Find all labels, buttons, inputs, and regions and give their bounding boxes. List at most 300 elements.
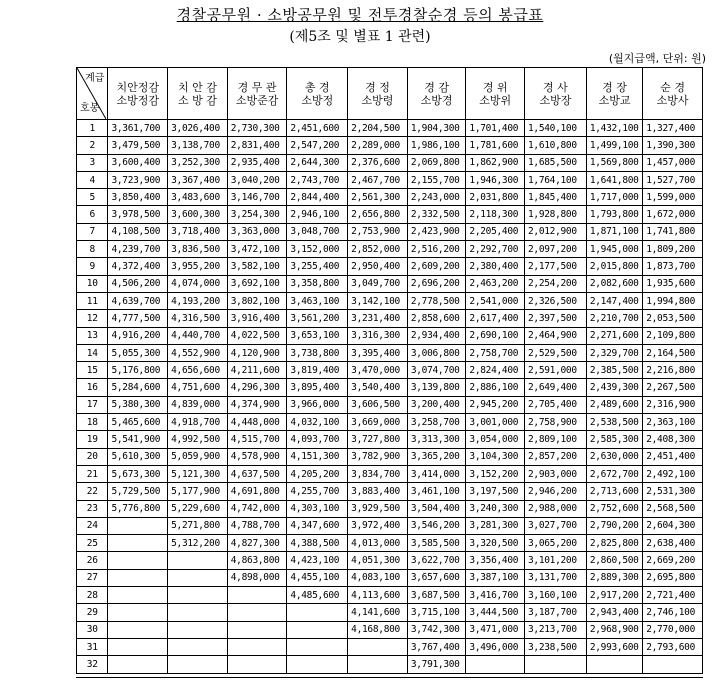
salary-cell: 4,423,100 xyxy=(287,552,348,569)
table-row xyxy=(77,154,703,171)
salary-cell: 2,408,300 xyxy=(643,431,703,448)
salary-cell: 4,839,000 xyxy=(168,396,228,413)
salary-cell: 5,229,600 xyxy=(168,500,228,517)
grade-label: 계급 xyxy=(85,73,105,84)
salary-cell xyxy=(287,638,348,655)
salary-cell: 3,622,700 xyxy=(407,552,466,569)
salary-cell: 2,617,400 xyxy=(466,310,525,327)
salary-cell: 2,561,300 xyxy=(348,189,408,206)
step-number: 6 xyxy=(77,206,108,223)
salary-cell: 5,729,500 xyxy=(108,483,168,500)
fire-rank: 소방사 xyxy=(656,93,689,107)
salary-cell: 2,778,500 xyxy=(407,292,466,309)
salary-cell: 4,455,100 xyxy=(287,569,348,586)
rank-header-10 xyxy=(643,68,703,120)
salary-cell: 3,895,400 xyxy=(287,379,348,396)
salary-cell: 2,746,100 xyxy=(643,604,703,621)
salary-cell xyxy=(168,621,228,638)
salary-cell: 3,414,000 xyxy=(407,465,466,482)
step-number: 17 xyxy=(77,396,108,413)
salary-cell: 3,138,700 xyxy=(168,137,228,154)
salary-cell xyxy=(287,621,348,638)
salary-cell: 1,904,300 xyxy=(407,120,466,137)
salary-cell: 4,788,700 xyxy=(227,517,287,534)
salary-cell: 3,802,100 xyxy=(227,292,287,309)
salary-cell xyxy=(227,604,287,621)
salary-cell: 2,177,500 xyxy=(524,258,586,275)
salary-cell: 1,701,400 xyxy=(466,120,525,137)
salary-cell: 3,365,200 xyxy=(407,448,466,465)
salary-cell: 2,943,400 xyxy=(586,604,642,621)
table-bottom-border xyxy=(76,677,703,678)
salary-cell xyxy=(168,638,228,655)
step-label: 호봉 xyxy=(80,103,100,114)
step-number: 21 xyxy=(77,465,108,482)
table-row xyxy=(77,638,703,655)
salary-cell: 3,546,200 xyxy=(407,517,466,534)
salary-cell: 3,040,200 xyxy=(227,171,287,188)
table-row xyxy=(77,241,703,258)
salary-cell: 2,690,100 xyxy=(466,327,525,344)
salary-cell: 2,672,700 xyxy=(586,465,642,482)
salary-cell: 2,809,100 xyxy=(524,431,586,448)
salary-cell: 1,994,800 xyxy=(643,292,703,309)
salary-cell: 2,730,300 xyxy=(227,120,287,137)
unit-note: (월지급액, 단위: 원) xyxy=(608,52,706,65)
salary-cell: 3,152,000 xyxy=(287,241,348,258)
salary-cell: 1,873,700 xyxy=(643,258,703,275)
salary-cell: 3,669,000 xyxy=(348,414,408,431)
fire-rank: 소방정 xyxy=(301,93,334,107)
step-number: 12 xyxy=(77,310,108,327)
table-row xyxy=(77,275,703,292)
salary-cell: 4,205,200 xyxy=(287,465,348,482)
step-number: 28 xyxy=(77,587,108,604)
salary-cell: 1,809,200 xyxy=(643,241,703,258)
salary-cell: 3,540,400 xyxy=(348,379,408,396)
salary-cell: 3,929,500 xyxy=(348,500,408,517)
salary-cell: 2,585,300 xyxy=(586,431,642,448)
step-number: 14 xyxy=(77,344,108,361)
salary-cell: 2,541,000 xyxy=(466,292,525,309)
step-number: 2 xyxy=(77,137,108,154)
salary-cell: 2,463,200 xyxy=(466,275,525,292)
salary-cell xyxy=(168,587,228,604)
grade-step-corner-cell xyxy=(77,68,108,120)
salary-cell: 3,200,400 xyxy=(407,396,466,413)
salary-cell: 2,267,500 xyxy=(643,379,703,396)
salary-cell: 3,653,100 xyxy=(287,327,348,344)
salary-cell: 2,758,900 xyxy=(524,414,586,431)
salary-cell: 3,715,100 xyxy=(407,604,466,621)
salary-cell: 3,049,700 xyxy=(348,275,408,292)
salary-cell: 2,109,800 xyxy=(643,327,703,344)
table-row xyxy=(77,587,703,604)
salary-cell: 2,332,500 xyxy=(407,206,466,223)
step-number: 30 xyxy=(77,621,108,638)
salary-cell: 4,374,900 xyxy=(227,396,287,413)
police-rank: 총 경 xyxy=(304,80,330,94)
salary-cell: 3,231,400 xyxy=(348,310,408,327)
police-rank: 치안정감 xyxy=(116,80,160,94)
step-number: 13 xyxy=(77,327,108,344)
table-row xyxy=(77,137,703,154)
salary-cell: 4,827,300 xyxy=(227,535,287,552)
salary-cell: 3,834,700 xyxy=(348,465,408,482)
table-row xyxy=(77,517,703,534)
rank-header-9 xyxy=(586,68,642,120)
salary-cell: 1,599,000 xyxy=(643,189,703,206)
salary-cell: 3,585,500 xyxy=(407,535,466,552)
salary-cell xyxy=(348,638,408,655)
salary-cell: 4,239,700 xyxy=(108,241,168,258)
police-rank: 순 경 xyxy=(660,80,685,94)
salary-cell: 2,316,900 xyxy=(643,396,703,413)
salary-cell xyxy=(168,604,228,621)
salary-cell: 4,916,200 xyxy=(108,327,168,344)
salary-cell: 1,685,500 xyxy=(524,154,586,171)
rank-header-6 xyxy=(407,68,466,120)
salary-cell: 3,187,700 xyxy=(524,604,586,621)
salary-cell: 5,284,600 xyxy=(108,379,168,396)
step-number: 1 xyxy=(77,120,108,137)
step-number: 11 xyxy=(77,292,108,309)
salary-cell: 4,440,700 xyxy=(168,327,228,344)
salary-cell: 2,752,600 xyxy=(586,500,642,517)
salary-cell: 4,051,300 xyxy=(348,552,408,569)
rank-header-5 xyxy=(348,68,408,120)
salary-cell xyxy=(227,638,287,655)
table-row xyxy=(77,552,703,569)
salary-cell: 3,687,500 xyxy=(407,587,466,604)
salary-cell: 1,862,900 xyxy=(466,154,525,171)
salary-cell: 4,303,100 xyxy=(287,500,348,517)
salary-cell: 2,205,400 xyxy=(466,223,525,240)
salary-cell: 4,372,400 xyxy=(108,258,168,275)
salary-cell: 3,255,400 xyxy=(287,258,348,275)
step-number: 3 xyxy=(77,154,108,171)
step-number: 23 xyxy=(77,500,108,517)
salary-cell xyxy=(108,604,168,621)
salary-cell: 3,252,300 xyxy=(168,154,228,171)
table-row xyxy=(77,292,703,309)
salary-cell: 2,289,000 xyxy=(348,137,408,154)
salary-cell: 3,101,200 xyxy=(524,552,586,569)
step-number: 15 xyxy=(77,362,108,379)
salary-cell: 3,463,100 xyxy=(287,292,348,309)
salary-cell: 2,946,200 xyxy=(524,483,586,500)
salary-cell: 2,705,400 xyxy=(524,396,586,413)
salary-cell: 3,600,300 xyxy=(168,206,228,223)
salary-cell: 4,918,700 xyxy=(168,414,228,431)
salary-cell: 3,479,500 xyxy=(108,137,168,154)
salary-cell: 3,561,200 xyxy=(287,310,348,327)
salary-cell xyxy=(287,604,348,621)
salary-cell: 5,177,900 xyxy=(168,483,228,500)
salary-cell: 2,467,700 xyxy=(348,171,408,188)
salary-cell xyxy=(108,517,168,534)
fire-rank: 소방장 xyxy=(539,93,572,107)
salary-cell: 2,292,700 xyxy=(466,241,525,258)
salary-cell: 3,313,300 xyxy=(407,431,466,448)
salary-cell: 2,451,600 xyxy=(287,120,348,137)
salary-cell: 2,638,400 xyxy=(643,535,703,552)
salary-cell: 2,950,400 xyxy=(348,258,408,275)
salary-cell: 3,139,800 xyxy=(407,379,466,396)
salary-cell: 3,819,400 xyxy=(287,362,348,379)
step-number: 29 xyxy=(77,604,108,621)
police-rank: 경 장 xyxy=(602,80,627,94)
salary-cell: 3,001,000 xyxy=(466,414,525,431)
salary-cell: 1,871,100 xyxy=(586,223,642,240)
salary-cell: 3,504,400 xyxy=(407,500,466,517)
police-rank: 경 정 xyxy=(365,80,390,94)
salary-cell: 2,903,000 xyxy=(524,465,586,482)
salary-cell: 3,142,100 xyxy=(348,292,408,309)
salary-cell: 4,211,600 xyxy=(227,362,287,379)
salary-cell: 3,461,100 xyxy=(407,483,466,500)
salary-cell: 1,641,800 xyxy=(586,171,642,188)
salary-cell: 3,496,000 xyxy=(466,638,525,655)
salary-cell: 3,197,500 xyxy=(466,483,525,500)
salary-cell: 3,606,500 xyxy=(348,396,408,413)
salary-cell: 4,777,500 xyxy=(108,310,168,327)
step-number: 16 xyxy=(77,379,108,396)
step-number: 32 xyxy=(77,656,108,673)
salary-cell: 3,470,000 xyxy=(348,362,408,379)
step-number: 7 xyxy=(77,223,108,240)
salary-cell: 2,696,200 xyxy=(407,275,466,292)
salary-cell: 2,254,200 xyxy=(524,275,586,292)
salary-cell: 3,258,700 xyxy=(407,414,466,431)
step-number: 31 xyxy=(77,638,108,655)
salary-cell: 3,978,500 xyxy=(108,206,168,223)
salary-cell: 2,831,400 xyxy=(227,137,287,154)
salary-cell: 4,506,200 xyxy=(108,275,168,292)
salary-cell: 4,863,800 xyxy=(227,552,287,569)
salary-cell: 2,656,800 xyxy=(348,206,408,223)
salary-cell: 3,152,200 xyxy=(466,465,525,482)
salary-cell: 2,946,100 xyxy=(287,206,348,223)
salary-cell: 3,361,700 xyxy=(108,120,168,137)
salary-cell: 4,552,900 xyxy=(168,344,228,361)
salary-cell: 2,053,500 xyxy=(643,310,703,327)
table-row xyxy=(77,189,703,206)
salary-cell: 4,108,500 xyxy=(108,223,168,240)
table-row xyxy=(77,448,703,465)
salary-cell: 2,031,800 xyxy=(466,189,525,206)
salary-cell: 2,917,200 xyxy=(586,587,642,604)
fire-rank: 소방경 xyxy=(420,93,453,107)
salary-cell: 2,793,600 xyxy=(643,638,703,655)
salary-cell: 4,013,000 xyxy=(348,535,408,552)
salary-cell: 3,444,500 xyxy=(466,604,525,621)
table-row xyxy=(77,604,703,621)
page-subtitle: (제5조 및 별표 1 관련) xyxy=(289,29,431,45)
table-header-row xyxy=(77,68,703,120)
salary-table xyxy=(76,67,703,674)
step-number: 19 xyxy=(77,431,108,448)
salary-cell: 3,358,800 xyxy=(287,275,348,292)
salary-cell: 1,527,700 xyxy=(643,171,703,188)
salary-cell: 4,992,500 xyxy=(168,431,228,448)
table-row xyxy=(77,465,703,482)
table-row xyxy=(77,362,703,379)
salary-cell: 2,824,400 xyxy=(466,362,525,379)
salary-cell: 2,844,400 xyxy=(287,189,348,206)
salary-cell: 2,529,500 xyxy=(524,344,586,361)
fire-rank: 소방교 xyxy=(598,93,631,107)
salary-cell: 5,465,600 xyxy=(108,414,168,431)
step-number: 9 xyxy=(77,258,108,275)
salary-cell: 1,717,000 xyxy=(586,189,642,206)
salary-cell: 1,672,000 xyxy=(643,206,703,223)
table-row xyxy=(77,327,703,344)
salary-cell: 3,883,400 xyxy=(348,483,408,500)
salary-cell: 1,986,100 xyxy=(407,137,466,154)
salary-cell xyxy=(108,621,168,638)
rank-header-3 xyxy=(227,68,287,120)
salary-cell xyxy=(108,638,168,655)
salary-cell xyxy=(227,656,287,673)
salary-cell: 4,691,800 xyxy=(227,483,287,500)
salary-cell: 2,516,200 xyxy=(407,241,466,258)
salary-cell: 3,146,700 xyxy=(227,189,287,206)
salary-cell: 2,758,700 xyxy=(466,344,525,361)
salary-cell: 2,376,600 xyxy=(348,154,408,171)
salary-cell: 4,022,500 xyxy=(227,327,287,344)
salary-cell: 3,600,400 xyxy=(108,154,168,171)
fire-rank: 소방령 xyxy=(361,93,394,107)
salary-cell: 3,320,500 xyxy=(466,535,525,552)
step-number: 22 xyxy=(77,483,108,500)
police-rank: 경 사 xyxy=(543,80,568,94)
salary-cell: 2,591,000 xyxy=(524,362,586,379)
salary-cell xyxy=(108,552,168,569)
salary-cell: 3,582,100 xyxy=(227,258,287,275)
salary-cell xyxy=(227,587,287,604)
salary-cell: 2,204,500 xyxy=(348,120,408,137)
salary-cell: 3,727,800 xyxy=(348,431,408,448)
salary-cell: 1,540,100 xyxy=(524,120,586,137)
salary-cell: 4,032,100 xyxy=(287,414,348,431)
salary-cell: 3,782,900 xyxy=(348,448,408,465)
salary-cell: 3,054,000 xyxy=(466,431,525,448)
salary-cell: 1,946,300 xyxy=(466,171,525,188)
salary-cell: 3,367,400 xyxy=(168,171,228,188)
table-row xyxy=(77,431,703,448)
salary-cell: 5,059,900 xyxy=(168,448,228,465)
police-rank: 경 감 xyxy=(424,80,449,94)
salary-cell: 3,026,400 xyxy=(168,120,228,137)
salary-cell: 4,168,800 xyxy=(348,621,408,638)
salary-cell: 4,656,600 xyxy=(168,362,228,379)
salary-cell: 3,718,400 xyxy=(168,223,228,240)
table-row xyxy=(77,258,703,275)
salary-cell: 2,243,000 xyxy=(407,189,466,206)
page-title: 경찰공무원 · 소방공무원 및 전투경찰순경 등의 봉급표 xyxy=(176,6,544,24)
salary-cell: 4,751,600 xyxy=(168,379,228,396)
salary-cell: 2,644,300 xyxy=(287,154,348,171)
salary-cell: 2,609,200 xyxy=(407,258,466,275)
table-body xyxy=(77,120,703,674)
step-number: 27 xyxy=(77,569,108,586)
salary-cell: 3,387,100 xyxy=(466,569,525,586)
salary-cell xyxy=(643,656,703,673)
salary-cell: 2,271,600 xyxy=(586,327,642,344)
salary-cell: 2,164,500 xyxy=(643,344,703,361)
salary-cell: 4,347,600 xyxy=(287,517,348,534)
salary-cell: 3,483,600 xyxy=(168,189,228,206)
salary-cell: 3,316,300 xyxy=(348,327,408,344)
salary-cell: 3,395,400 xyxy=(348,344,408,361)
salary-cell: 1,945,000 xyxy=(586,241,642,258)
salary-cell: 4,193,200 xyxy=(168,292,228,309)
salary-cell xyxy=(168,656,228,673)
salary-cell: 2,695,800 xyxy=(643,569,703,586)
salary-cell: 1,327,400 xyxy=(643,120,703,137)
salary-cell xyxy=(108,535,168,552)
fire-rank: 소방준감 xyxy=(235,93,279,107)
salary-cell: 3,074,700 xyxy=(407,362,466,379)
salary-cell: 2,857,200 xyxy=(524,448,586,465)
rank-header-2 xyxy=(168,68,228,120)
salary-cell: 2,968,900 xyxy=(586,621,642,638)
salary-cell: 2,385,500 xyxy=(586,362,642,379)
step-number: 8 xyxy=(77,241,108,258)
salary-cell: 1,781,600 xyxy=(466,137,525,154)
salary-cell: 2,993,600 xyxy=(586,638,642,655)
salary-cell: 3,916,400 xyxy=(227,310,287,327)
police-rank: 경 무 관 xyxy=(237,80,277,94)
salary-cell xyxy=(287,656,348,673)
salary-cell xyxy=(348,656,408,673)
salary-cell: 3,850,400 xyxy=(108,189,168,206)
rank-header-1 xyxy=(108,68,168,120)
salary-cell xyxy=(168,552,228,569)
salary-cell: 5,176,800 xyxy=(108,362,168,379)
salary-cell: 4,093,700 xyxy=(287,431,348,448)
salary-cell: 4,639,700 xyxy=(108,292,168,309)
salary-cell: 1,741,800 xyxy=(643,223,703,240)
table-row xyxy=(77,310,703,327)
salary-cell: 5,541,900 xyxy=(108,431,168,448)
step-number: 18 xyxy=(77,414,108,431)
salary-cell: 2,721,400 xyxy=(643,587,703,604)
salary-cell: 2,852,000 xyxy=(348,241,408,258)
table-row xyxy=(77,223,703,240)
salary-cell: 4,141,600 xyxy=(348,604,408,621)
salary-cell: 2,082,600 xyxy=(586,275,642,292)
salary-cell: 2,547,200 xyxy=(287,137,348,154)
salary-cell: 4,448,000 xyxy=(227,414,287,431)
salary-cell: 4,151,300 xyxy=(287,448,348,465)
salary-cell: 3,281,300 xyxy=(466,517,525,534)
salary-cell: 2,363,100 xyxy=(643,414,703,431)
salary-cell: 2,216,800 xyxy=(643,362,703,379)
salary-cell: 2,935,400 xyxy=(227,154,287,171)
table-row xyxy=(77,569,703,586)
salary-cell: 2,210,700 xyxy=(586,310,642,327)
table-row xyxy=(77,500,703,517)
table-row xyxy=(77,396,703,413)
salary-cell: 5,380,300 xyxy=(108,396,168,413)
salary-cell: 3,027,700 xyxy=(524,517,586,534)
salary-cell: 5,121,300 xyxy=(168,465,228,482)
salary-cell: 3,723,900 xyxy=(108,171,168,188)
salary-cell: 2,012,900 xyxy=(524,223,586,240)
fire-rank: 소 방 감 xyxy=(178,93,217,107)
